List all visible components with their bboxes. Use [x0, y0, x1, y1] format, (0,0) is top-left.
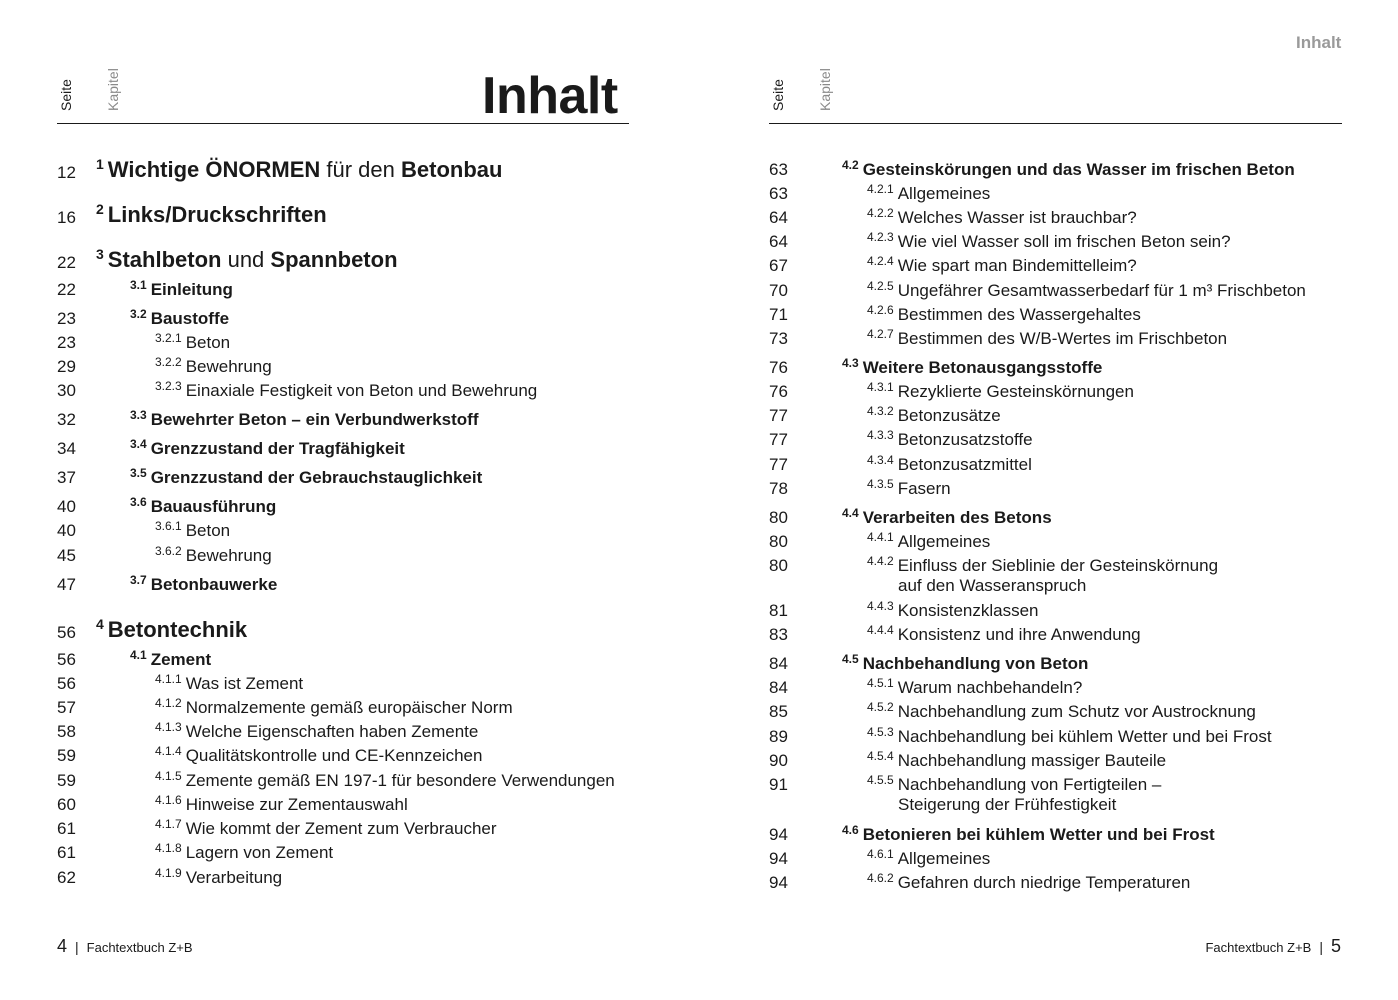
- toc-page-number: 61: [57, 843, 76, 862]
- book-title: Fachtextbuch Z+B: [86, 940, 193, 955]
- toc-title-text: Beton: [185, 521, 231, 540]
- toc-chapter-number: 4.5.4: [867, 749, 894, 763]
- toc-title-text: Nachbehandlung bei kühlem Wetter und bei Frost: [897, 727, 1272, 746]
- page-number: 5: [1330, 936, 1341, 956]
- toc-title-text: Baustoffe: [150, 309, 230, 328]
- toc-chapter-number: 4.1.9: [155, 866, 182, 880]
- toc-chapter-number: 4.6.1: [867, 847, 894, 861]
- toc-title-text: Warum nachbehandeln?: [897, 678, 1083, 697]
- page-footer-left: 4 | Fachtextbuch Z+B: [57, 936, 193, 956]
- toc-title-text: Weitere Betonausgangsstoffe: [862, 358, 1103, 377]
- toc-chapter-number: 4.3.3: [867, 428, 894, 442]
- running-head: Inhalt: [1296, 33, 1342, 52]
- toc-entry-title: [867, 751, 1166, 771]
- toc-title-text: Betonzusatzmittel: [897, 455, 1032, 474]
- toc-entry-title: [96, 617, 247, 643]
- toc-page-number: 45: [57, 546, 76, 565]
- toc-page-number: 29: [57, 357, 76, 376]
- toc-title-text: Ungefährer Gesamtwasserbedarf für 1 m³ Frischbeton: [897, 281, 1306, 300]
- toc-page-number: 62: [57, 868, 76, 887]
- toc-page-number: 84: [769, 654, 788, 673]
- toc-page-number: 23: [57, 333, 76, 352]
- toc-page-number: 30: [57, 381, 76, 400]
- toc-chapter-number: 3.4: [130, 437, 147, 451]
- toc-title-text: Bewehrter Beton – ein Verbundwerkstoff: [150, 410, 479, 429]
- toc-chapter-number: 4.5.2: [867, 700, 894, 714]
- toc-entry-title: [842, 654, 1088, 674]
- toc-title-text: Was ist Zement: [185, 674, 304, 693]
- toc-title-text: Stahlbeton: [107, 247, 222, 272]
- toc-chapter-number: 4.1: [130, 648, 147, 662]
- toc-title-text: Wie kommt der Zement zum Verbraucher: [185, 819, 497, 838]
- toc-chapter-number: 3.2.2: [155, 355, 182, 369]
- toc-page-number: 73: [769, 329, 788, 348]
- toc-page-number: 64: [769, 232, 788, 251]
- header-rule: [769, 123, 1342, 124]
- toc-entry-title: [842, 160, 1295, 180]
- toc-title-text: Betonieren bei kühlem Wetter und bei Frost: [862, 825, 1215, 844]
- toc-page-number: 71: [769, 305, 788, 324]
- toc-chapter-number: 3.6: [130, 495, 147, 509]
- toc-chapter-number: 4.3.4: [867, 453, 894, 467]
- toc-entry-title: [155, 381, 537, 401]
- toc-title-text: Welches Wasser ist brauchbar?: [897, 208, 1137, 227]
- toc-page-number: 63: [769, 160, 788, 179]
- toc-entry-title: [155, 868, 282, 888]
- toc-chapter-number: 4.4.3: [867, 599, 894, 613]
- toc-title-text: Nachbehandlung von Fertigteilen –: [897, 775, 1162, 794]
- toc-entry-title: [155, 674, 303, 694]
- toc-chapter-number: 3: [96, 246, 104, 262]
- toc-page-number: 76: [769, 358, 788, 377]
- toc-chapter-number: 2: [96, 201, 104, 217]
- toc-page-number: 77: [769, 430, 788, 449]
- toc-entry-title: [867, 406, 1001, 426]
- toc-entry-title: [96, 202, 327, 228]
- toc-title-text: Spannbeton: [270, 247, 398, 272]
- toc-entry-title: [155, 819, 497, 839]
- toc-title-text: Bauausführung: [150, 497, 277, 516]
- toc-entry-title: [842, 508, 1052, 528]
- toc-title-text: Bestimmen des W/B-Wertes im Frischbeton: [897, 329, 1228, 348]
- toc-entry-title: [155, 795, 408, 815]
- toc-page-number: 80: [769, 556, 788, 575]
- toc-entry-title: [130, 650, 211, 670]
- toc-title-text: Grenzzustand der Tragfähigkeit: [150, 439, 405, 458]
- toc-title-text: Nachbehandlung von Beton: [862, 654, 1089, 673]
- toc-entry-title: [867, 329, 1227, 349]
- toc-entry-title: [130, 309, 229, 329]
- toc-page-number: 94: [769, 849, 788, 868]
- toc-chapter-number: 4.4.1: [867, 530, 894, 544]
- toc-entry-title: [130, 280, 233, 300]
- toc-title-text: Fasern: [897, 479, 951, 498]
- toc-page-number: 83: [769, 625, 788, 644]
- toc-page-number: 80: [769, 508, 788, 527]
- page-title: Inhalt: [482, 67, 618, 125]
- toc-title-text: Betonbau: [401, 157, 503, 182]
- toc-page-number: 77: [769, 406, 788, 425]
- toc-title-text: Gesteinskörungen und das Wasser im frischen Beton: [862, 160, 1295, 179]
- toc-entry-title: [867, 849, 990, 869]
- toc-entry-title: [155, 521, 230, 541]
- toc-title-text: Betonzusätze: [897, 406, 1001, 425]
- toc-page-number: 37: [57, 468, 76, 487]
- toc-title-continuation: Steigerung der Frühfestigkeit: [898, 795, 1117, 814]
- toc-entry-title: [130, 410, 478, 430]
- toc-chapter-number: 4.5.5: [867, 773, 894, 787]
- toc-entry-title: [155, 333, 230, 353]
- toc-page-number: 64: [769, 208, 788, 227]
- toc-chapter-number: 4.5.3: [867, 725, 894, 739]
- toc-title-text: Welche Eigenschaften haben Zemente: [185, 722, 479, 741]
- toc-page-number: 76: [769, 382, 788, 401]
- seite-column-label: Seite: [58, 79, 74, 111]
- toc-entry-title: [867, 532, 990, 552]
- toc-page-number: 22: [57, 253, 76, 272]
- toc-entry-title: [867, 305, 1141, 325]
- toc-chapter-number: 4.1.5: [155, 769, 182, 783]
- toc-title-text: Einaxiale Festigkeit von Beton und Bewehrung: [185, 381, 538, 400]
- toc-chapter-number: 3.2: [130, 307, 147, 321]
- toc-page-number: 56: [57, 623, 76, 642]
- toc-entry-title: [155, 546, 272, 566]
- toc-title-text: Wichtige ÖNORMEN: [107, 157, 321, 182]
- page-footer-right: Fachtextbuch Z+B | 5: [1205, 936, 1341, 956]
- toc-title-text: Konsistenz und ihre Anwendung: [897, 625, 1141, 644]
- toc-chapter-number: 3.3: [130, 408, 147, 422]
- toc-page-number: 67: [769, 256, 788, 275]
- toc-title-text: Allgemeines: [897, 849, 991, 868]
- toc-entry-title: [867, 678, 1082, 698]
- toc-entry-title: [867, 455, 1032, 475]
- toc-page-number: 60: [57, 795, 76, 814]
- toc-entry-title: [155, 357, 272, 377]
- toc-entry-title: [842, 825, 1215, 845]
- toc-entry-title: [867, 382, 1134, 402]
- toc-page-number: 84: [769, 678, 788, 697]
- toc-title-text: Qualitätskontrolle und CE-Kennzeichen: [185, 746, 483, 765]
- toc-page-number: 94: [769, 825, 788, 844]
- toc-entry-title: [155, 843, 333, 863]
- book-title: Fachtextbuch Z+B: [1205, 940, 1312, 955]
- toc-page-number: 63: [769, 184, 788, 203]
- toc-chapter-number: 4.6: [842, 823, 859, 837]
- toc-page-number: 40: [57, 497, 76, 516]
- toc-entry-title: [867, 702, 1256, 722]
- toc-title-text: Normalzemente gemäß europäischer Norm: [185, 698, 513, 717]
- toc-page-number: 94: [769, 873, 788, 892]
- toc-title-text: Betonzusatzstoffe: [897, 430, 1033, 449]
- toc-title-text: Bestimmen des Wassergehaltes: [897, 305, 1141, 324]
- toc-title-text: Betontechnik: [107, 617, 248, 642]
- toc-entry-title: [867, 281, 1306, 301]
- toc-page-number: 22: [57, 280, 76, 299]
- toc-title-text: Bewehrung: [185, 357, 272, 376]
- right-page: [699, 0, 1398, 1000]
- toc-chapter-number: 4.2.4: [867, 254, 894, 268]
- toc-entry-title: [155, 746, 482, 766]
- toc-page-number: 32: [57, 410, 76, 429]
- toc-title-text: Beton: [185, 333, 231, 352]
- toc-chapter-number: 4.3.5: [867, 477, 894, 491]
- toc-chapter-number: 4.6.2: [867, 871, 894, 885]
- toc-chapter-number: 4.2.3: [867, 230, 894, 244]
- toc-chapter-number: 3.6.2: [155, 544, 182, 558]
- toc-entry-title: [867, 625, 1141, 645]
- toc-chapter-number: 1: [96, 156, 104, 172]
- toc-page-number: 90: [769, 751, 788, 770]
- toc-title-text: Wie spart man Bindemittelleim?: [897, 256, 1137, 275]
- toc-entry-title: [130, 497, 276, 517]
- toc-entry-title: [867, 430, 1033, 450]
- toc-page-number: 85: [769, 702, 788, 721]
- toc-title-text: für den: [320, 157, 401, 182]
- kapitel-column-label: Kapitel: [817, 68, 833, 111]
- toc-entry-title: [867, 775, 1161, 815]
- toc-page-number: 12: [57, 163, 76, 182]
- toc-page-number: 40: [57, 521, 76, 540]
- toc-chapter-number: 4.1.7: [155, 817, 182, 831]
- toc-chapter-number: 4.2.6: [867, 303, 894, 317]
- toc-chapter-number: 4.3: [842, 356, 859, 370]
- toc-chapter-number: 4.1.4: [155, 744, 182, 758]
- toc-chapter-number: 3.5: [130, 466, 147, 480]
- toc-chapter-number: 4.4: [842, 506, 859, 520]
- toc-title-text: Links/Druckschriften: [107, 202, 327, 227]
- toc-title-text: Konsistenzklassen: [897, 601, 1039, 620]
- toc-chapter-number: 4.1.2: [155, 696, 182, 710]
- toc-entry-title: [130, 575, 277, 595]
- toc-title-text: und: [221, 247, 271, 272]
- toc-entry-title: [867, 727, 1272, 747]
- toc-page-number: 80: [769, 532, 788, 551]
- toc-entry-title: [155, 722, 478, 742]
- toc-title-text: Einleitung: [150, 280, 233, 299]
- toc-chapter-number: 3.1: [130, 278, 147, 292]
- toc-chapter-number: 4.3.1: [867, 380, 894, 394]
- toc-chapter-number: 4.3.2: [867, 404, 894, 418]
- toc-chapter-number: 4.2.1: [867, 182, 894, 196]
- toc-page-number: 56: [57, 674, 76, 693]
- toc-entry-title: [96, 157, 502, 183]
- toc-title-text: Grenzzustand der Gebrauchstauglichkeit: [150, 468, 483, 487]
- toc-chapter-number: 4.1.6: [155, 793, 182, 807]
- toc-entry-title: [155, 771, 615, 791]
- toc-page-number: 57: [57, 698, 76, 717]
- toc-page-number: 34: [57, 439, 76, 458]
- toc-title-text: Zement: [150, 650, 212, 669]
- toc-entry-title: [867, 601, 1039, 621]
- page-number: 4: [57, 936, 68, 956]
- toc-entry-title: [130, 468, 482, 488]
- toc-chapter-number: 3.2.3: [155, 379, 182, 393]
- toc-entry-title: [155, 698, 513, 718]
- toc-page-number: 70: [769, 281, 788, 300]
- toc-page-number: 47: [57, 575, 76, 594]
- toc-chapter-number: 4.2.7: [867, 327, 894, 341]
- toc-title-text: Zemente gemäß EN 197-1 für besondere Verwendungen: [185, 771, 615, 790]
- toc-page-number: 89: [769, 727, 788, 746]
- toc-page-number: 58: [57, 722, 76, 741]
- toc-chapter-number: 4.1.1: [155, 672, 182, 686]
- toc-title-text: Gefahren durch niedrige Temperaturen: [897, 873, 1191, 892]
- toc-entry-title: [867, 184, 990, 204]
- toc-chapter-number: 4.5.1: [867, 676, 894, 690]
- toc-page-number: 59: [57, 771, 76, 790]
- toc-entry-title: [867, 873, 1190, 893]
- toc-entry-title: [867, 479, 951, 499]
- toc-page-number: 78: [769, 479, 788, 498]
- toc-chapter-number: 4.4.2: [867, 554, 894, 568]
- toc-title-text: Nachbehandlung massiger Bauteile: [897, 751, 1167, 770]
- toc-title-text: Betonbauwerke: [150, 575, 278, 594]
- toc-title-text: Wie viel Wasser soll im frischen Beton sein?: [897, 232, 1231, 251]
- toc-title-text: Einfluss der Sieblinie der Gesteinskörnung: [897, 556, 1219, 575]
- toc-entry-title: [130, 439, 405, 459]
- toc-chapter-number: 3.2.1: [155, 331, 182, 345]
- toc-chapter-number: 4.2: [842, 158, 859, 172]
- toc-chapter-number: 3.7: [130, 573, 147, 587]
- toc-title-text: Hinweise zur Zementauswahl: [185, 795, 408, 814]
- toc-title-text: Allgemeines: [897, 184, 991, 203]
- toc-page-number: 81: [769, 601, 788, 620]
- toc-page-number: 61: [57, 819, 76, 838]
- toc-title-text: Rezyklierte Gesteinskörnungen: [897, 382, 1134, 401]
- toc-entry-title: [867, 208, 1137, 228]
- header-rule: [57, 123, 629, 124]
- toc-title-text: Nachbehandlung zum Schutz vor Austrocknung: [897, 702, 1256, 721]
- toc-page-number: 77: [769, 455, 788, 474]
- seite-column-label: Seite: [770, 79, 786, 111]
- toc-entry-title: [96, 247, 398, 273]
- toc-entry-title: [867, 232, 1231, 252]
- toc-page-number: 56: [57, 650, 76, 669]
- toc-chapter-number: 4.4.4: [867, 623, 894, 637]
- toc-entry-title: [867, 556, 1218, 596]
- toc-entry-title: [842, 358, 1102, 378]
- toc-entry-title: [867, 256, 1137, 276]
- toc-chapter-number: 4.2.2: [867, 206, 894, 220]
- toc-title-continuation: auf den Wasseranspruch: [898, 576, 1087, 595]
- kapitel-column-label: Kapitel: [105, 68, 121, 111]
- toc-title-text: Bewehrung: [185, 546, 272, 565]
- toc-title-text: Lagern von Zement: [185, 843, 334, 862]
- toc-title-text: Verarbeiten des Betons: [862, 508, 1052, 527]
- toc-chapter-number: 4.5: [842, 652, 859, 666]
- toc-chapter-number: 4.1.3: [155, 720, 182, 734]
- toc-chapter-number: 4: [96, 616, 104, 632]
- toc-title-text: Allgemeines: [897, 532, 991, 551]
- toc-page-number: 16: [57, 208, 76, 227]
- toc-chapter-number: 3.6.1: [155, 519, 182, 533]
- toc-page-number: 23: [57, 309, 76, 328]
- toc-page-number: 91: [769, 775, 788, 794]
- toc-chapter-number: 4.1.8: [155, 841, 182, 855]
- toc-title-text: Verarbeitung: [185, 868, 283, 887]
- toc-page-number: 59: [57, 746, 76, 765]
- toc-chapter-number: 4.2.5: [867, 279, 894, 293]
